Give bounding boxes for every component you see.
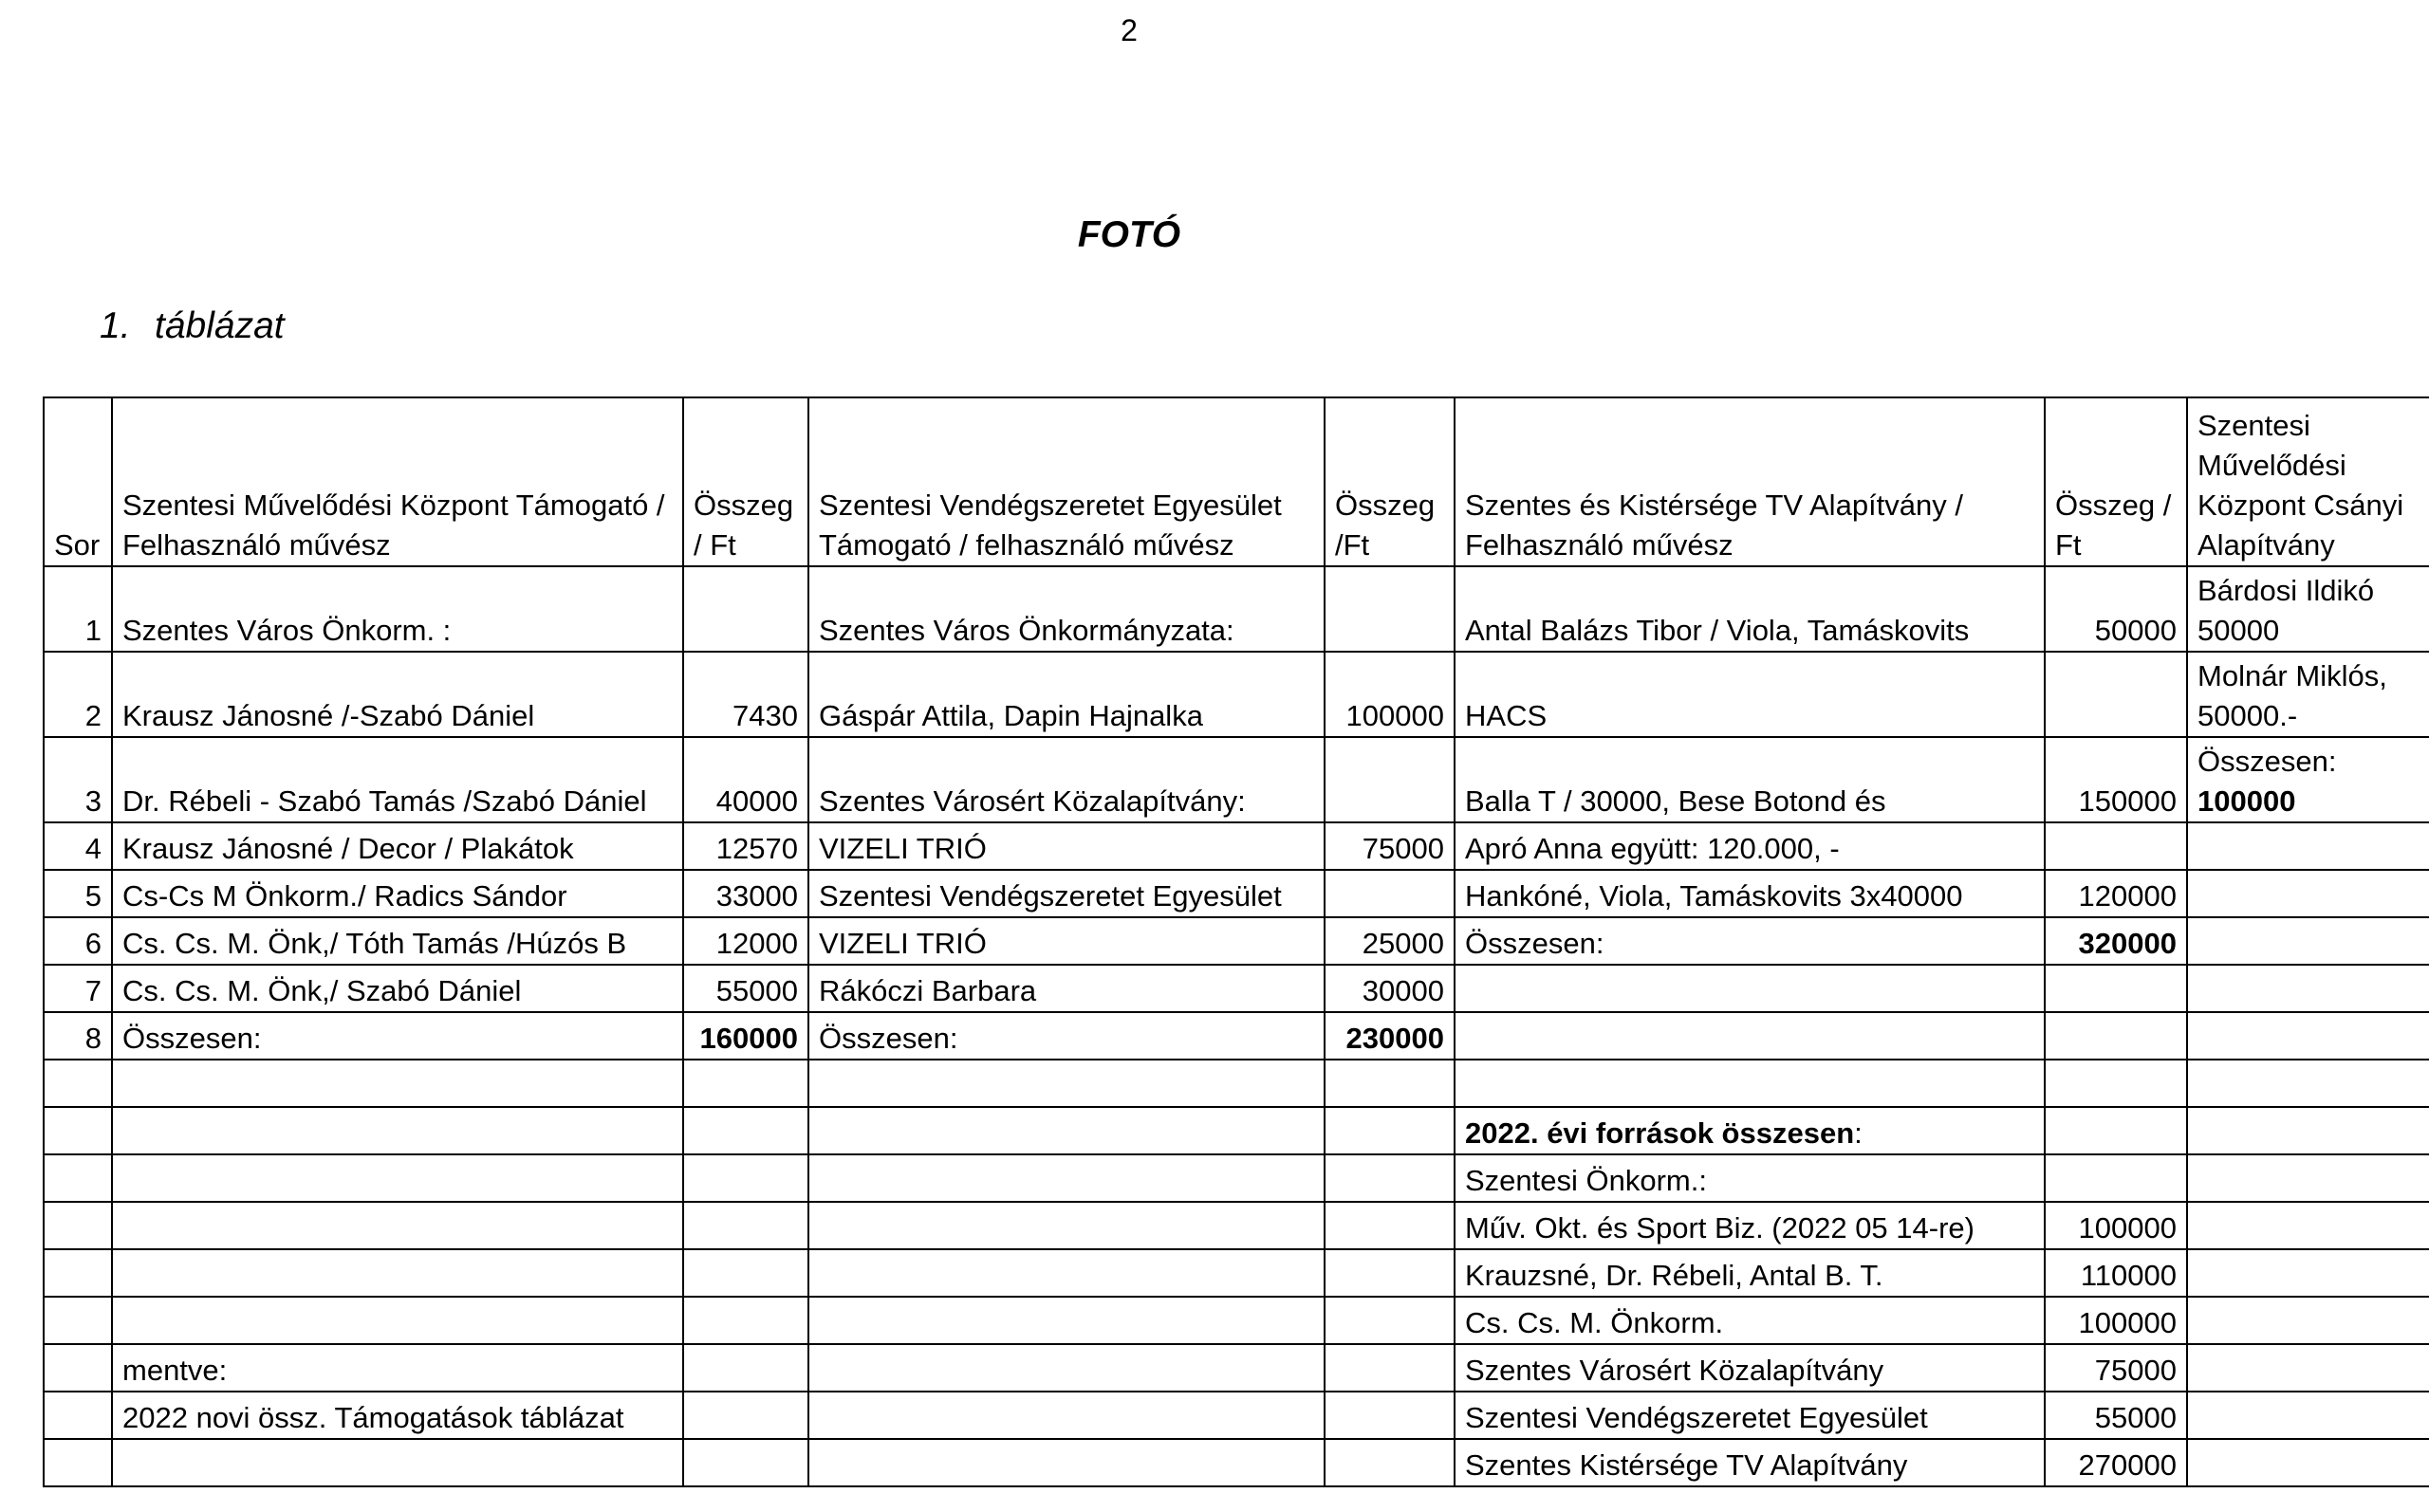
source-label: Krauzsné, Dr. Rébeli, Antal B. T.: [1455, 1249, 2045, 1297]
page-title: FOTÓ: [1077, 214, 1181, 255]
cell-col4-label: Összesen:: [2197, 745, 2337, 778]
table-row: [44, 737, 2429, 822]
cell-amount2: [1325, 566, 1455, 652]
cell-col3: HACS: [1455, 652, 2045, 737]
cell-col4: [2187, 917, 2429, 965]
row-number: 5: [44, 870, 112, 917]
source-label: Szentesi Vendégszeretet Egyesület: [1455, 1392, 2045, 1439]
cell-amount2: 75000: [1325, 822, 1455, 870]
source-amount: 100000: [2045, 1202, 2187, 1249]
support-table: [43, 396, 2429, 1487]
sources-title-bold: 2022. évi források összesen: [1465, 1116, 1855, 1150]
table-row: [44, 965, 2429, 1012]
table-row: [44, 1344, 2429, 1392]
cell-col2: Szentesi Vendégszeretet Egyesület: [808, 870, 1325, 917]
cell-col1: Összesen:: [112, 1012, 683, 1060]
table-row: [44, 917, 2429, 965]
cell-amount1: 12570: [683, 822, 808, 870]
row-number: 8: [44, 1012, 112, 1060]
cell-amount1: 55000: [683, 965, 808, 1012]
cell-col2: VIZELI TRIÓ: [808, 917, 1325, 965]
row-number: 4: [44, 822, 112, 870]
header-sor: Sor: [44, 397, 112, 566]
source-amount: 55000: [2045, 1392, 2187, 1439]
row-number: 1: [44, 566, 112, 652]
row-number: 6: [44, 917, 112, 965]
cell-col1: Krausz Jánosné / Decor / Plakátok: [112, 822, 683, 870]
table-row: [44, 1392, 2429, 1439]
header-amount1: Összeg / Ft: [683, 397, 808, 566]
header-amount2: Összeg /Ft: [1325, 397, 1455, 566]
page-number: 2: [1121, 13, 1138, 47]
table-row: [44, 566, 2429, 652]
table-caption-text: táblázat: [155, 305, 285, 346]
table-row: [44, 822, 2429, 870]
header-col4: Szentesi Művelődési Központ Csányi Alapítvány: [2187, 397, 2429, 566]
cell-col4: [2187, 965, 2429, 1012]
cell-amount3-total: 320000: [2045, 917, 2187, 965]
cell-amount1: 7430: [683, 652, 808, 737]
table-caption: [100, 305, 285, 347]
table-row: [44, 1439, 2429, 1486]
cell-col4: Molnár Miklós, 50000.-: [2187, 652, 2429, 737]
table-row: [44, 1012, 2429, 1060]
cell-amount3: [2045, 652, 2187, 737]
cell-amount1: 33000: [683, 870, 808, 917]
source-amount: 110000: [2045, 1249, 2187, 1297]
source-amount: 270000: [2045, 1439, 2187, 1486]
table-row: [44, 652, 2429, 737]
cell-col3: Hankóné, Viola, Tamáskovits 3x40000: [1455, 870, 2045, 917]
table-row: [44, 870, 2429, 917]
source-label: Szentes Városért Közalapítvány: [1455, 1344, 2045, 1392]
cell-col1: Cs-Cs M Önkorm./ Radics Sándor: [112, 870, 683, 917]
cell-col4: [2187, 1012, 2429, 1060]
cell-col4: [2187, 737, 2429, 822]
header-col2: Szentesi Vendégszeretet Egyesület Támogató / felhasználó művész: [808, 397, 1325, 566]
source-amount: 75000: [2045, 1344, 2187, 1392]
cell-amount2: [1325, 870, 1455, 917]
table-caption-number: 1.: [100, 305, 131, 346]
cell-col4: [2187, 870, 2429, 917]
note-line2: 2022 novi össz. Támogatások táblázat: [112, 1392, 683, 1439]
row-number: 7: [44, 965, 112, 1012]
sources-title: [1455, 1107, 2045, 1154]
header-col1: Szentesi Művelődési Központ Támogató / Felhasználó művész: [112, 397, 683, 566]
cell-amount1: 12000: [683, 917, 808, 965]
cell-amount1: 40000: [683, 737, 808, 822]
cell-col1: Dr. Rébeli - Szabó Tamás /Szabó Dániel: [112, 737, 683, 822]
cell-col2: Gáspár Attila, Dapin Hajnalka: [808, 652, 1325, 737]
source-label: Műv. Okt. és Sport Biz. (2022 05 14-re): [1455, 1202, 2045, 1249]
sources-subtitle: Szentesi Önkorm.:: [1455, 1154, 2045, 1202]
table-row: [44, 1297, 2429, 1344]
cell-col3: Összesen:: [1455, 917, 2045, 965]
cell-col1: Cs. Cs. M. Önk,/ Szabó Dániel: [112, 965, 683, 1012]
cell-amount3: 50000: [2045, 566, 2187, 652]
note-line1: mentve:: [112, 1344, 683, 1392]
cell-col1: Krausz Jánosné /-Szabó Dániel: [112, 652, 683, 737]
cell-col3: [1455, 965, 2045, 1012]
cell-amount3: [2045, 822, 2187, 870]
cell-amount2-total: 230000: [1325, 1012, 1455, 1060]
header-col3: Szentes és Kistérsége TV Alapítvány / Felhasználó művész: [1455, 397, 2045, 566]
header-amount3: Összeg / Ft: [2045, 397, 2187, 566]
cell-col1: Cs. Cs. M. Önk,/ Tóth Tamás /Húzós B: [112, 917, 683, 965]
cell-col3: Balla T / 30000, Bese Botond és: [1455, 737, 2045, 822]
table-row: [44, 1249, 2429, 1297]
table-row-empty: [44, 1060, 2429, 1107]
row-number: 3: [44, 737, 112, 822]
cell-amount3: [2045, 1012, 2187, 1060]
cell-amount1: [683, 566, 808, 652]
cell-col4-total: 100000: [2197, 784, 2296, 818]
cell-col1: Szentes Város Önkorm. :: [112, 566, 683, 652]
sources-title-colon: :: [1854, 1116, 1863, 1150]
cell-amount3: 120000: [2045, 870, 2187, 917]
cell-col3: Apró Anna együtt: 120.000, -: [1455, 822, 2045, 870]
row-number: 2: [44, 652, 112, 737]
cell-col2: Szentes Város Önkormányzata:: [808, 566, 1325, 652]
cell-amount2: 30000: [1325, 965, 1455, 1012]
table-row: [44, 1107, 2429, 1154]
cell-col2: Szentes Városért Közalapítvány:: [808, 737, 1325, 822]
cell-col3: Antal Balázs Tibor / Viola, Tamáskovits: [1455, 566, 2045, 652]
cell-amount3: 150000: [2045, 737, 2187, 822]
table-row: [44, 1202, 2429, 1249]
cell-col2: Rákóczi Barbara: [808, 965, 1325, 1012]
cell-amount2: 25000: [1325, 917, 1455, 965]
source-label: Szentes Kistérsége TV Alapítvány: [1455, 1439, 2045, 1486]
source-amount: 100000: [2045, 1297, 2187, 1344]
cell-amount3: [2045, 965, 2187, 1012]
cell-col2: Összesen:: [808, 1012, 1325, 1060]
cell-col4: Bárdosi Ildikó 50000: [2187, 566, 2429, 652]
cell-amount2: [1325, 737, 1455, 822]
cell-col3: [1455, 1012, 2045, 1060]
header-row: [44, 397, 2429, 566]
cell-amount1-total: 160000: [683, 1012, 808, 1060]
table-row: [44, 1154, 2429, 1202]
cell-col4: [2187, 822, 2429, 870]
cell-amount2: 100000: [1325, 652, 1455, 737]
cell-col2: VIZELI TRIÓ: [808, 822, 1325, 870]
source-label: Cs. Cs. M. Önkorm.: [1455, 1297, 2045, 1344]
